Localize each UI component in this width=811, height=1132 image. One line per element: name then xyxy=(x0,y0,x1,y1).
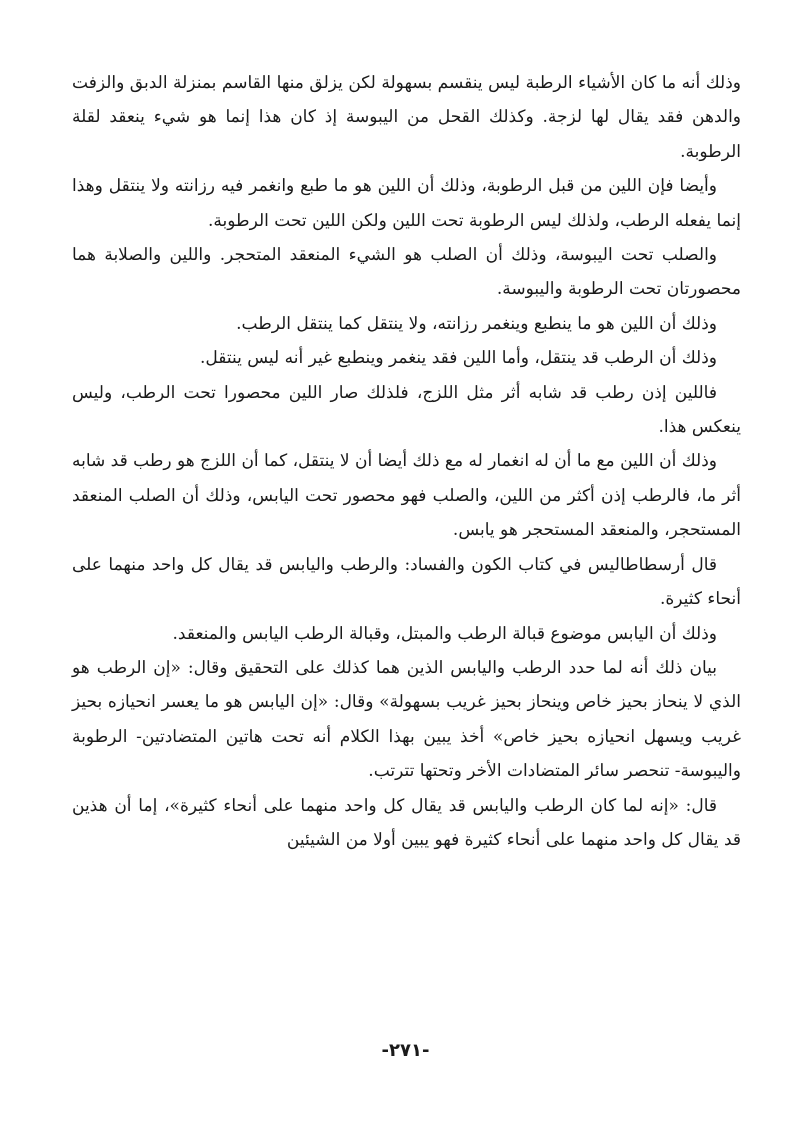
paragraph: بيان ذلك أنه لما حدد الرطب واليابس الذين هما كذلك على التحقيق وقال: «إن الرطب هو الذي لا ينحاز بحيز خاص وينحاز بحيز غريب بسهولة» وقال: «إن اليابس هو ما يعسر انحيازه بحيز غريب ويسهل انحيازه بحيز خاص» أخذ يبين بهذا الكلام أنه تحت هاتين المتضادتين- الرطوبة واليبوسة- تنحصر سائر المتضادات الأخر وتحتها تترتب. xyxy=(72,657,741,782)
paragraph: والصلب تحت اليبوسة، وذلك أن الصلب هو الشيء المنعقد المتحجر. واللين والصلابة هما محصورتان تحت الرطوبة واليبوسة. xyxy=(72,245,741,300)
paragraph: قال أرسطاطاليس في كتاب الكون والفساد: والرطب واليابس قد يقال كل واحد منهما على أنحاء كثيرة. xyxy=(72,554,741,610)
paragraph: فاللين إذن رطب قد شابه أثر مثل اللزج، فلذلك صار اللين محصورا تحت الرطب، وليس ينعكس هذا. xyxy=(72,382,741,438)
paragraph: وذلك أن اللين هو ما ينطبع وينغمر رزانته، ولا ينتقل كما ينتقل الرطب. xyxy=(236,313,717,334)
paragraph: قال: «إنه لما كان الرطب واليابس قد يقال كل واحد منهما على أنحاء كثيرة»، إما أن هذين قد يقال كل واحد منهما على أنحاء كثيرة فهو يبين أولا من الشيئين xyxy=(72,795,741,850)
page-number: -٢٧١- xyxy=(381,1040,430,1061)
paragraph: وذلك أن الرطب قد ينتقل، وأما اللين فقد ينغمر وينطبع غير أنه ليس ينتقل. xyxy=(199,348,717,369)
text-body xyxy=(72,66,741,857)
paragraph: وأيضا فإن اللين من قبل الرطوبة، وذلك أن اللين هو ما طبع وانغمر فيه رزانته ولا ينتقل وهذا إنما يفعله الرطب، ولذلك ليس الرطوبة تحت اللين ولكن اللين تحت الرطوبة. xyxy=(72,176,741,231)
paragraph: وذلك أن اللين مع ما أن له انغمار له مع ذلك أيضا أن لا ينتقل، كما أن اللزج هو رطب قد شابه أثر ما، فالرطب إذن أكثر من اللين، والصلب فهو محصور تحت اليابس، وذلك أن الصلب المنعقد المستحجر، والمنعقد المستحجر هو يابس. xyxy=(72,451,741,541)
paragraph: وذلك أنه ما كان الأشياء الرطبة ليس ينقسم بسهولة لكن يزلق منها القاسم بمنزلة الدبق والزفت والدهن فقد يقال لها لزجة. وكذلك القحل من اليبوسة إذ كان هذا إنما هو شيء ينعقد لقلة الرطوبة. xyxy=(72,73,741,162)
paragraph: وذلك أن اليابس موضوع قبالة الرطب والمبتل، وقبالة الرطب اليابس والمنعقد. xyxy=(172,623,717,644)
